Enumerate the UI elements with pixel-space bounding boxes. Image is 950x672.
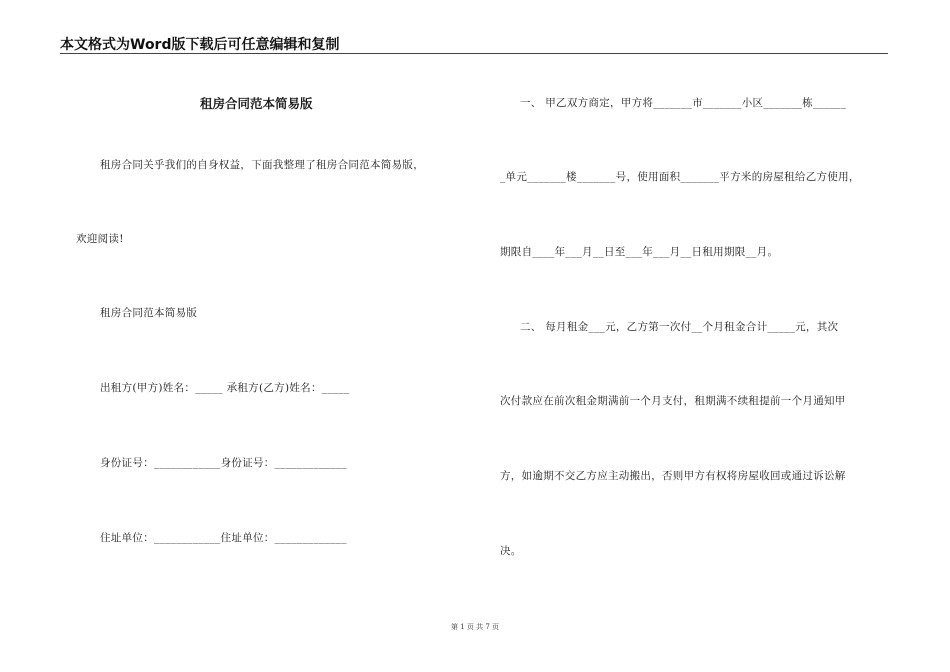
id-number-line: 身份证号：____________身份证号：_____________ [100,457,347,469]
address-unit-line: 住址单位：____________住址单位：_____________ [100,532,347,544]
page-number-indicator: 第 1 页 共 7 页 [450,623,500,631]
document-title: 租房合同范本简易版 [200,96,313,111]
section-heading: 租房合同范本简易版 [100,307,198,319]
intro-paragraph-line-2: 欢迎阅读! [76,233,124,245]
clause-1-line-3: 期限自____年___月__日至___年___月__日租用期限__月。 [500,246,779,258]
clause-2-line-2: 次付款应在前次租金期满前一个月支付，租期满不续租提前一个月通知甲 [500,395,846,407]
document-header-note: 本文格式为Word版下载后可任意编辑和复制 [60,37,340,53]
intro-paragraph-line-1: 租房合同关乎我们的自身权益，下面我整理了租房合同范本简易版， [100,159,424,171]
clause-2-line-4: 决。 [500,545,522,557]
lessor-lessee-names-line: 出租方(甲方)姓名：_____ 承租方(乙方)姓名：_____ [100,382,350,394]
clause-1-line-1: 一、 甲乙双方商定，甲方将_______市_______小区_______栋______ [520,97,847,109]
clause-2-line-3: 方，如逾期不交乙方应主动搬出，否则甲方有权将房屋收回或通过诉讼解 [500,470,846,482]
clause-2-line-1: 二、 每月租金___元，乙方第一次付__个月租金合计_____元，其次 [520,321,839,333]
clause-1-line-2: _单元_______楼_______号，使用面积_______平方米的房屋租给乙方使用， [500,171,860,183]
header-divider [60,53,888,54]
